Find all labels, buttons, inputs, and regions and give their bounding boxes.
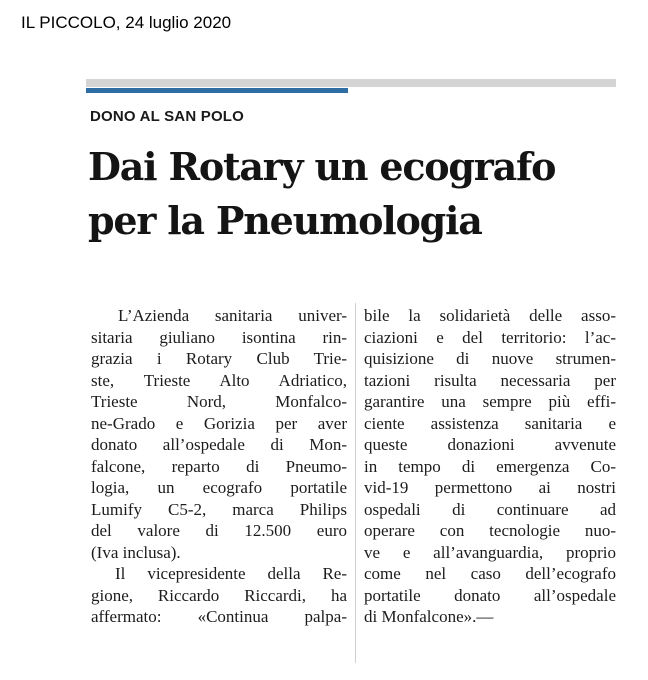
text-line: tazioni risulta necessaria per xyxy=(364,370,616,390)
headline-line: per la Pneumologia xyxy=(88,198,482,243)
headline-line: Dai Rotary un ecografo xyxy=(88,144,556,189)
text-line: sitaria giuliano isontina rin- xyxy=(91,327,347,347)
text-line: di Monfalcone».— xyxy=(364,607,494,626)
text-line: bile la solidarietà delle asso- xyxy=(364,306,616,325)
text-line: (Iva inclusa). xyxy=(91,542,181,562)
text-line: L’Azienda sanitaria univer- xyxy=(118,306,347,325)
text-line: Il vicepresidente della Re- xyxy=(115,564,347,583)
newspaper-source-line: IL PICCOLO, 24 luglio 2020 xyxy=(21,13,232,32)
text-line: del valore di 12.500 euro xyxy=(91,521,347,540)
text-line: portatile donato all’ospedale xyxy=(364,585,616,605)
text-line: grazia i Rotary Club Trie- xyxy=(91,349,347,368)
article-column-left xyxy=(91,305,347,628)
text-line: garantire una sempre più effi- xyxy=(364,392,616,411)
text-line: ve e all’avanguardia, proprio xyxy=(364,542,616,562)
text-line: Trieste Nord, Monfalco- xyxy=(91,392,347,411)
text-line: vid-19 permettono ai nostri xyxy=(364,478,616,497)
text-line: gione, Riccardo Riccardi, ha xyxy=(91,585,347,605)
text-line: logia, un ecografo portatile xyxy=(91,478,347,497)
article-column-right xyxy=(364,305,616,628)
text-line: affermato: «Continua palpa- xyxy=(91,607,347,626)
text-line: ste, Trieste Alto Adriatico, xyxy=(91,370,347,390)
article-headline xyxy=(88,140,628,248)
text-line: queste donazioni avvenute xyxy=(364,435,616,454)
text-line: quisizione di nuove strumen- xyxy=(364,349,616,368)
text-line: ciente assistenza sanitaria e xyxy=(364,413,616,433)
article-kicker: DONO AL SAN POLO xyxy=(90,108,245,125)
text-line: in tempo di emergenza Co- xyxy=(364,456,616,476)
text-line: ciazioni e del territorio: l’ac- xyxy=(364,327,616,347)
text-line: operare con tecnologie nuo- xyxy=(364,521,616,540)
text-line: ne-Grado e Gorizia per aver xyxy=(91,413,347,433)
header-rule-accent xyxy=(86,88,348,93)
text-line: falcone, reparto di Pneumo- xyxy=(91,456,347,476)
text-line: donato all’ospedale di Mon- xyxy=(91,435,347,454)
column-divider xyxy=(355,303,356,663)
text-line: come nel caso dell’ecografo xyxy=(364,564,616,583)
text-line: ospedali di continuare ad xyxy=(364,499,616,519)
text-line: Lumify C5-2, marca Philips xyxy=(91,499,347,519)
header-rule-gray xyxy=(86,79,616,87)
